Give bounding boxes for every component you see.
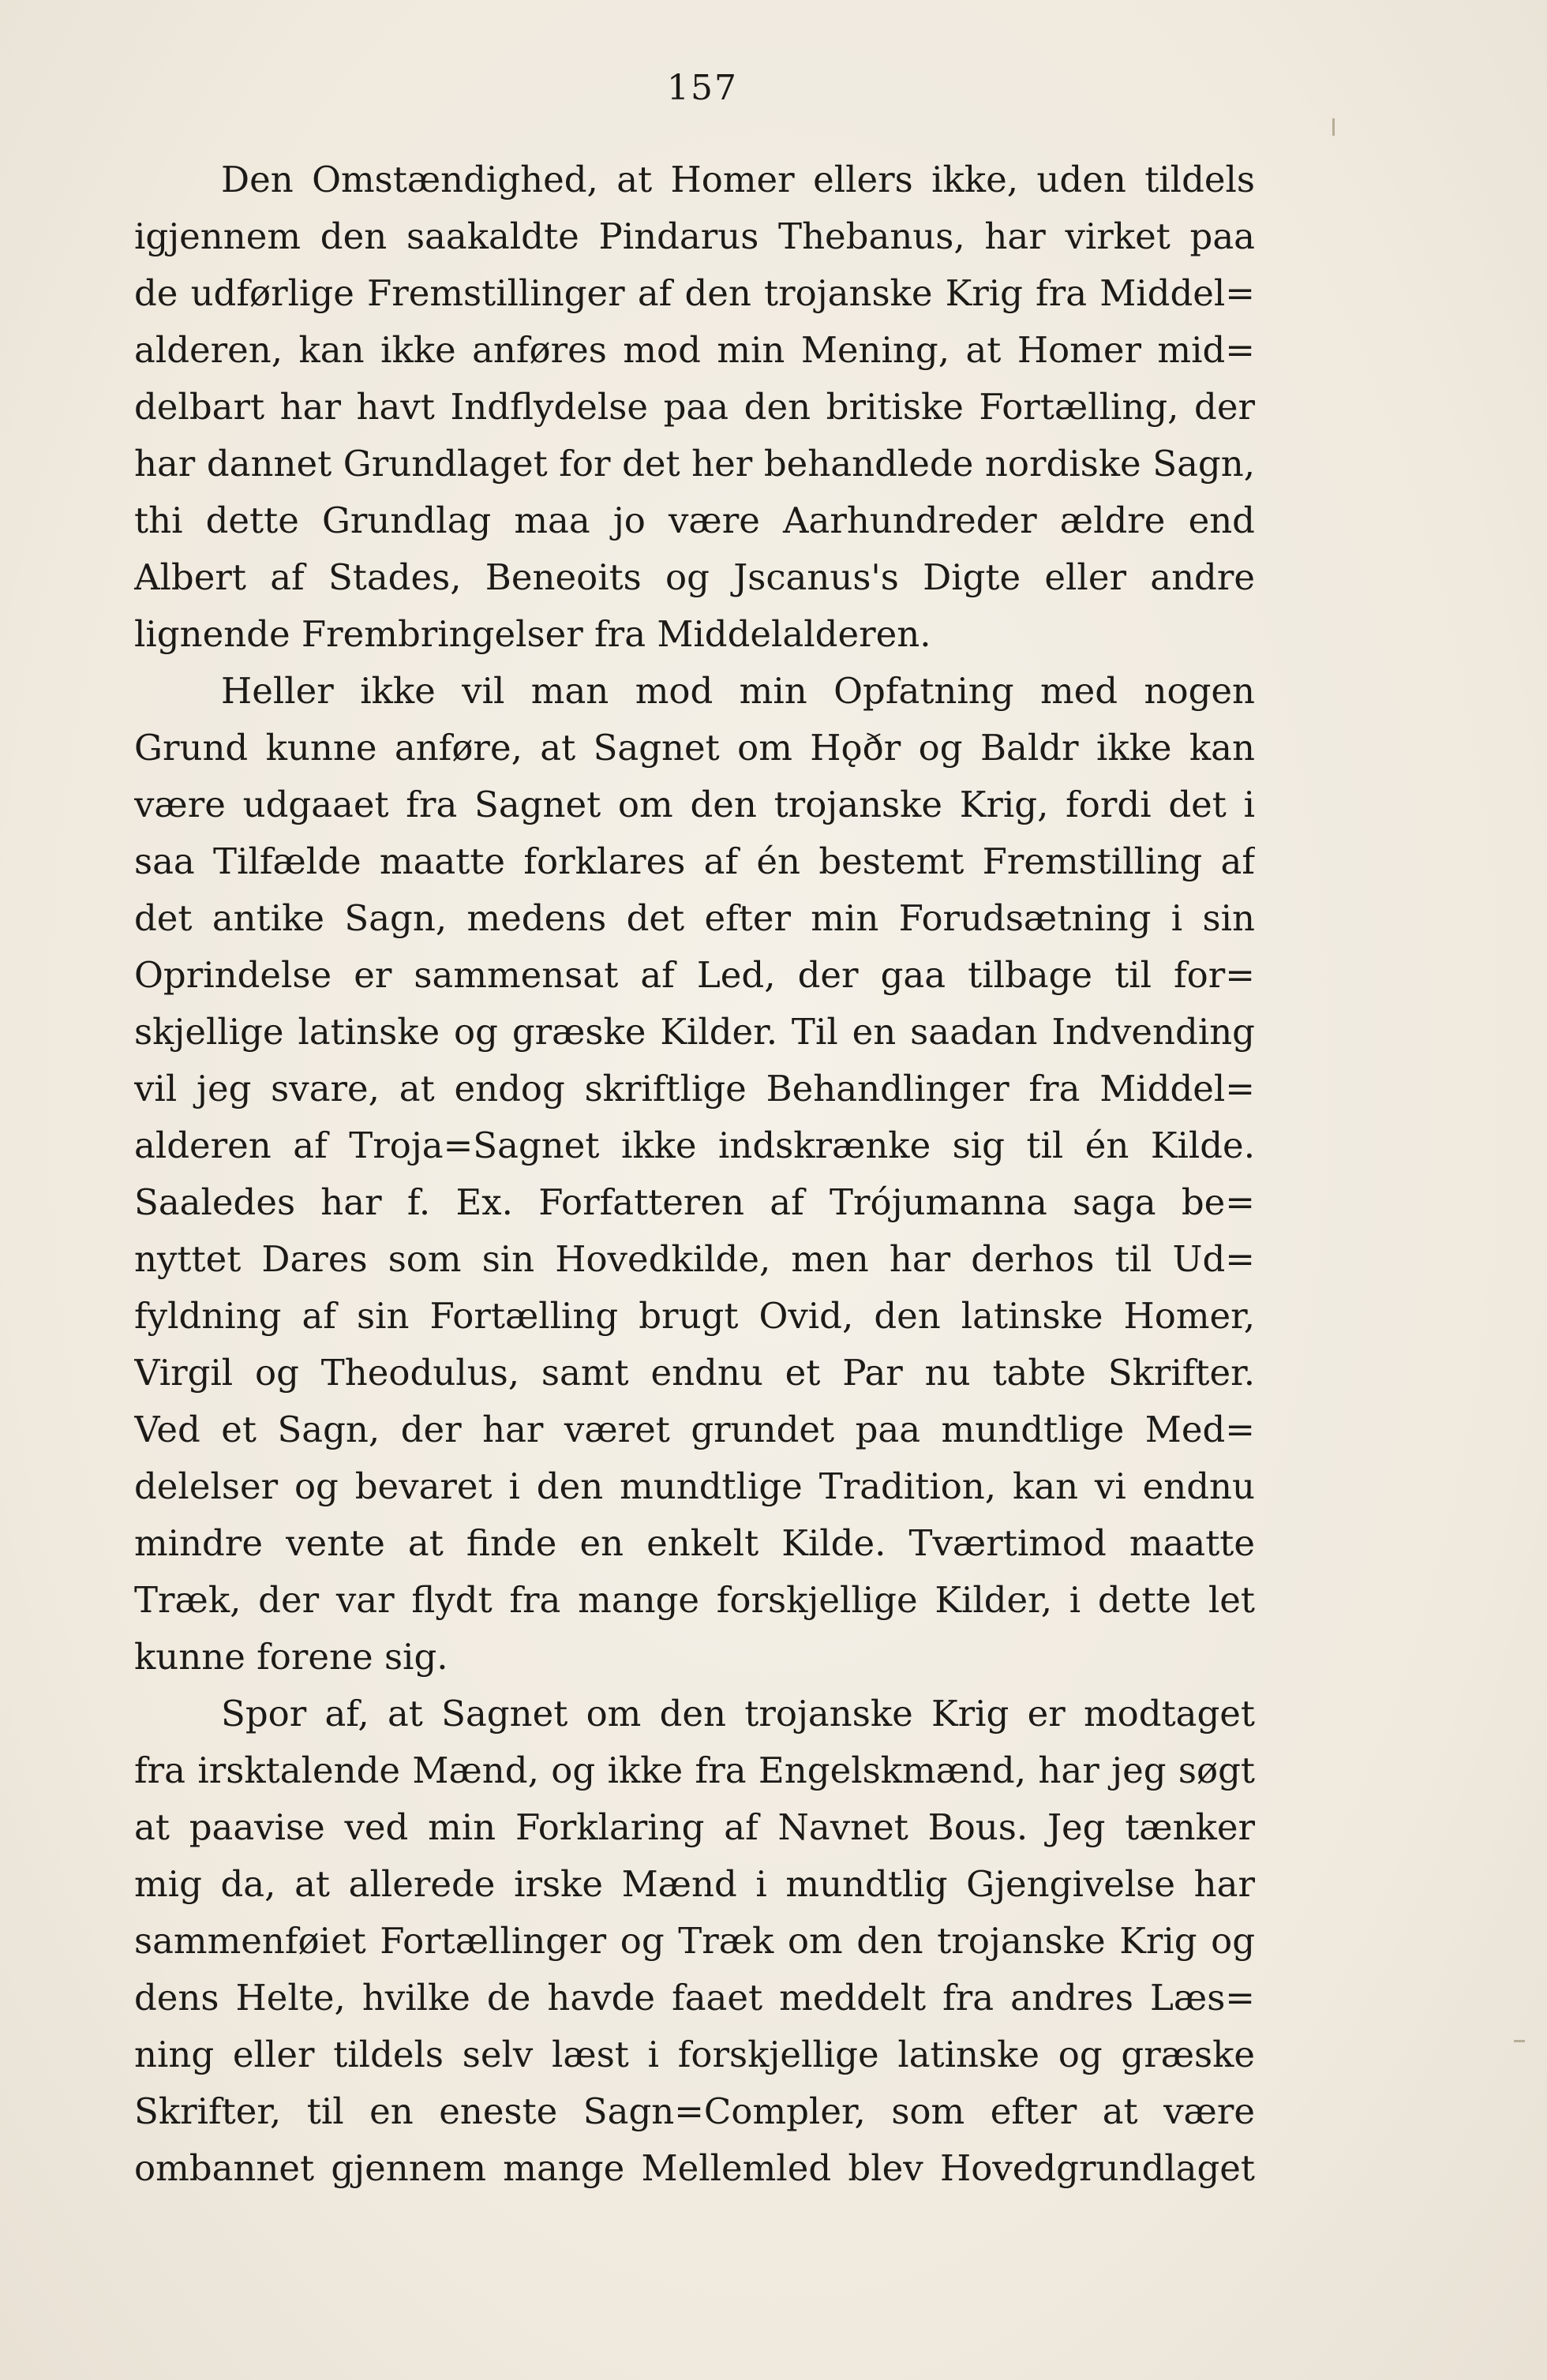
text-line: de udførlige Fremstillinger af den trojanske Krig fra Middel= bbox=[134, 272, 1255, 314]
text-line: sammenføiet Fortællinger og Træk om den trojanske Krig og bbox=[134, 1920, 1255, 1962]
text-line: thi dette Grundlag maa jo være Aarhundreder ældre end bbox=[134, 500, 1255, 541]
text-line: vil jeg svare, at endog skriftlige Behandlinger fra Middel= bbox=[134, 1068, 1255, 1110]
text-line: det antike Sagn, medens det efter min Forudsætning i sin bbox=[134, 897, 1255, 939]
text-line: Virgil og Theodulus, samt endnu et Par nu tabte Skrifter. bbox=[134, 1352, 1255, 1394]
text-line: ning eller tildels selv læst i forskjellige latinske og græske bbox=[134, 2034, 1255, 2075]
text-line: saa Tilfælde maatte forklares af én bestemt Fremstilling af bbox=[134, 840, 1255, 882]
text-line: at paavise ved min Forklaring af Navnet Bous. Jeg tænker bbox=[134, 1806, 1255, 1848]
paper-speck bbox=[1332, 118, 1335, 136]
text-line: Ved et Sagn, der har været grundet paa mundtlige Med= bbox=[134, 1409, 1255, 1450]
text-line: Heller ikke vil man mod min Opfatning med nogen bbox=[221, 670, 1255, 712]
text-line: dens Helte, hvilke de havde faaet meddelt fra andres Læs= bbox=[134, 1977, 1255, 2019]
paper-speck bbox=[1514, 2040, 1525, 2042]
page-number: 157 bbox=[667, 68, 738, 108]
text-line: Grund kunne anføre, at Sagnet om Hǫðr og Baldr ikke kan bbox=[134, 727, 1255, 769]
text-line: nyttet Dares som sin Hovedkilde, men har derhos til Ud= bbox=[134, 1238, 1255, 1280]
text-line: har dannet Grundlaget for det her behandlede nordiske Sagn, bbox=[134, 443, 1255, 485]
text-line: Albert af Stades, Beneoits og Jscanus's Digte eller andre bbox=[134, 556, 1255, 598]
text-line: Saaledes har f. Ex. Forfatteren af Trójumanna saga be= bbox=[134, 1181, 1255, 1223]
body-text bbox=[134, 152, 1255, 2197]
text-line: igjennem den saakaldte Pindarus Thebanus, har virket paa bbox=[134, 215, 1255, 257]
text-line: Den Omstændighed, at Homer ellers ikke, uden tildels bbox=[221, 159, 1255, 200]
text-line: Oprindelse er sammensat af Led, der gaa tilbage til for= bbox=[134, 954, 1255, 996]
text-line: Skrifter, til en eneste Sagn=Compler, som efter at være bbox=[134, 2090, 1255, 2132]
text-line: ombannet gjennem mange Mellemled blev Hovedgrundlaget bbox=[134, 2147, 1255, 2189]
text-line: alderen, kan ikke anføres mod min Mening, at Homer mid= bbox=[134, 329, 1255, 371]
text-line: mig da, at allerede irske Mænd i mundtlig Gjengivelse har bbox=[134, 1863, 1255, 1905]
text-line: fra irsktalende Mænd, og ikke fra Engelskmænd, har jeg søgt bbox=[134, 1749, 1255, 1791]
text-line: delelser og bevaret i den mundtlige Tradition, kan vi endnu bbox=[134, 1465, 1255, 1507]
text-line: kunne forene sig. bbox=[134, 1636, 448, 1678]
paragraph-1 bbox=[134, 152, 1255, 663]
text-line: Træk, der var flydt fra mange forskjellige Kilder, i dette let bbox=[134, 1579, 1255, 1621]
text-line: delbart har havt Indflydelse paa den britiske Fortælling, der bbox=[134, 386, 1255, 428]
text-line: skjellige latinske og græske Kilder. Til en saadan Indvending bbox=[134, 1011, 1255, 1053]
text-line: alderen af Troja=Sagnet ikke indskrænke sig til én Kilde. bbox=[134, 1125, 1255, 1166]
text-line: mindre vente at finde en enkelt Kilde. Tværtimod maatte bbox=[134, 1522, 1255, 1564]
text-line: Spor af, at Sagnet om den trojanske Krig er modtaget bbox=[221, 1693, 1255, 1734]
text-line: være udgaaet fra Sagnet om den trojanske Krig, fordi det i bbox=[134, 784, 1255, 825]
text-line: fyldning af sin Fortælling brugt Ovid, den latinske Homer, bbox=[134, 1295, 1255, 1337]
paragraph-2 bbox=[134, 663, 1255, 1686]
paragraph-3 bbox=[134, 1686, 1255, 2197]
text-line: lignende Frembringelser fra Middelalderen. bbox=[134, 613, 931, 655]
